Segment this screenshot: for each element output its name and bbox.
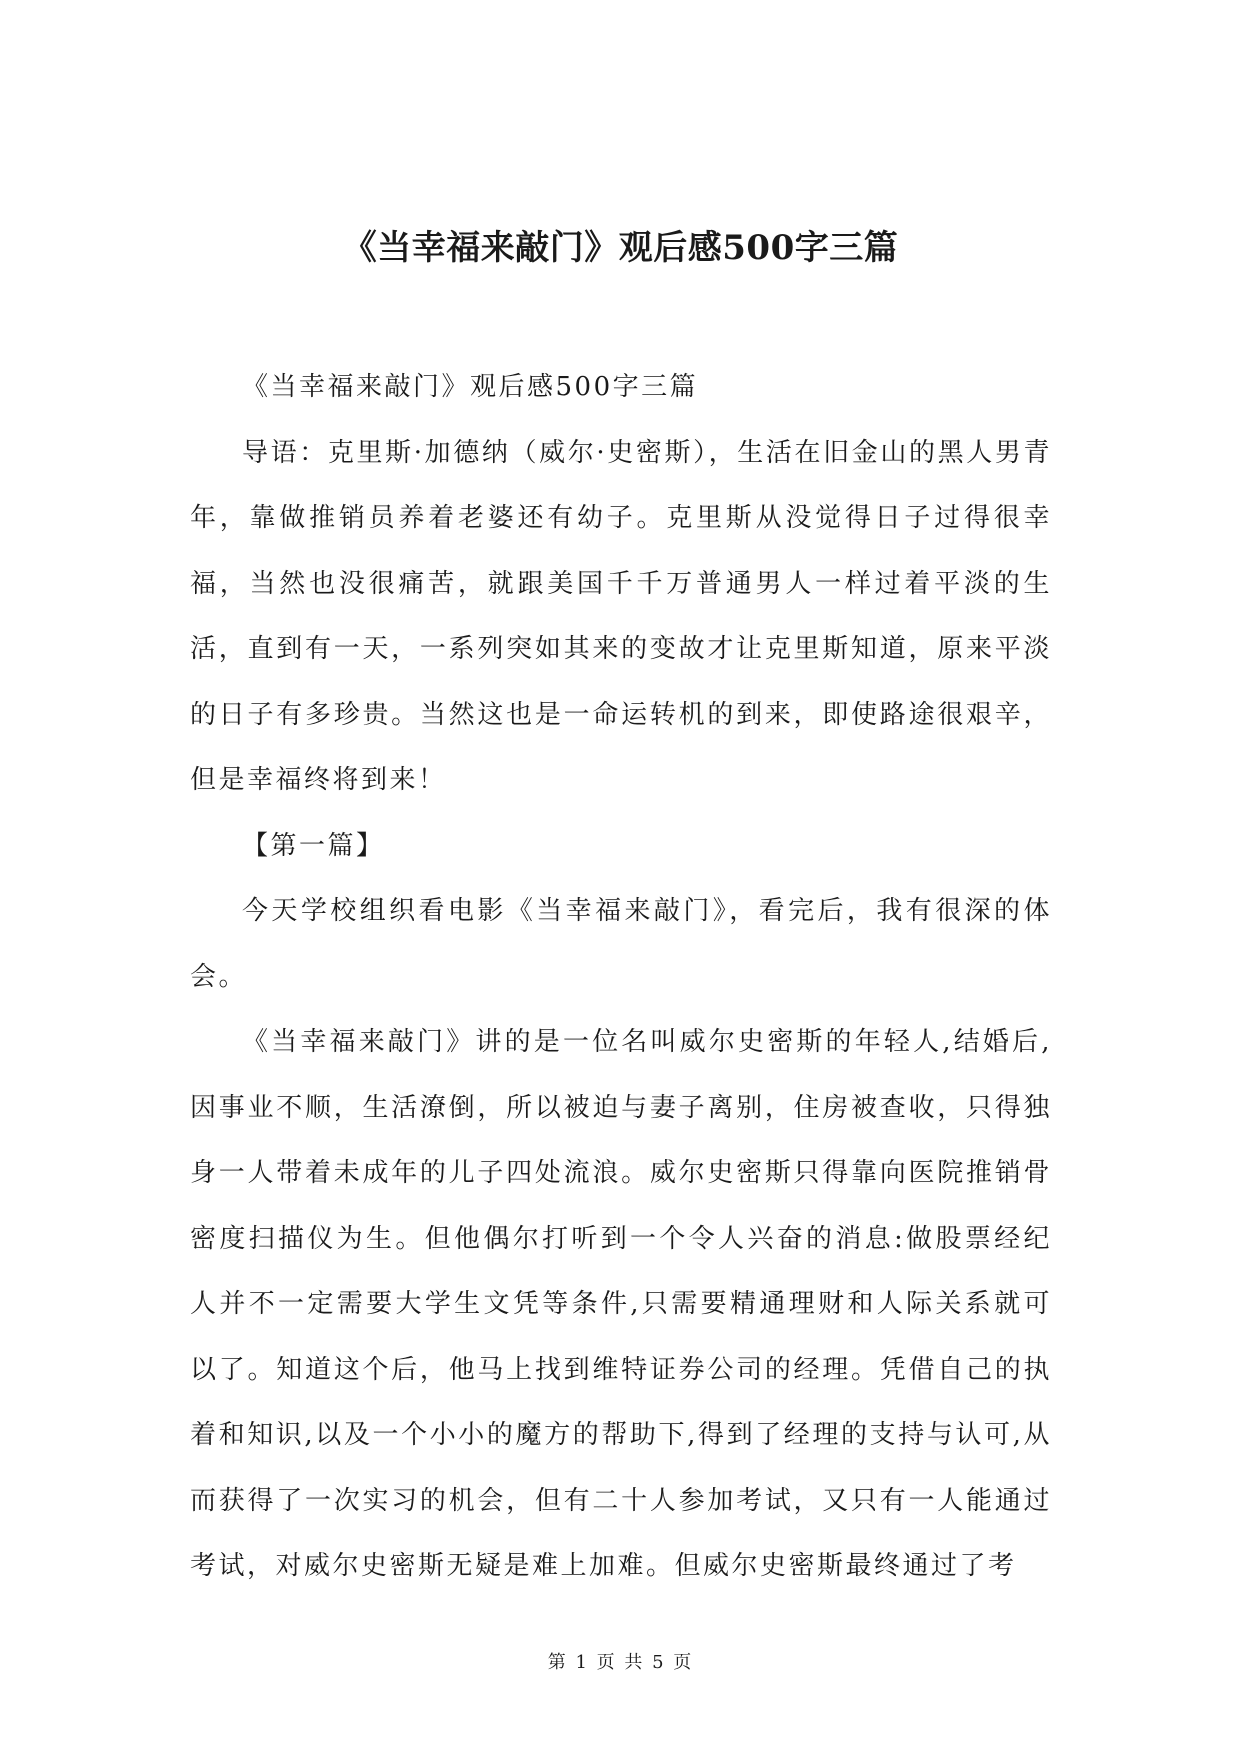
paragraph-1: 今天学校组织看电影《当幸福来敲门》，看完后，我有很深的体会。 (190, 896, 1052, 992)
document-body (190, 355, 1052, 1600)
document-title: 《当幸福来敲门》观后感500字三篇 (342, 228, 899, 268)
paragraph-intro: 导语：克里斯·加德纳（威尔·史密斯），生活在旧金山的黑人男青年，靠做推销员养着老婆还有幼子。克里斯从没觉得日子过得很幸福，当然也没很痛苦，就跟美国千千万普通男人一样过着平淡的生活，直到有一天，一系列突如其来的变故才让克里斯知道，原来平淡的日子有多珍贵。当然这也是一命运转机的到来，即使路途很艰辛，但是幸福终将到来！ (190, 437, 1052, 795)
paragraph-2: 《当幸福来敲门》讲的是一位名叫威尔史密斯的年轻人,结婚后,因事业不顺，生活潦倒，所以被迫与妻子离别，住房被查收，只得独身一人带着未成年的儿子四处流浪。威尔史密斯只得靠向医院推销骨密度扫描仪为生。但他偶尔打听到一个令人兴奋的消息:做股票经纪人并不一定需要大学生文凭等条件,只需要精通理财和人际关系就可以了。知道这个后，他马上找到维特证券公司的经理。凭借自己的执着和知识,以及一个小小的魔方的帮助下,得到了经理的支持与认可,从而获得了一次实习的机会，但有二十人参加考试，又只有一人能通过考试，对威尔史密斯无疑是难上加难。但威尔史密斯最终通过了考 (190, 1027, 1052, 1581)
paragraph-subtitle: 《当幸福来敲门》观后感500字三篇 (242, 372, 699, 402)
section-heading: 【第一篇】 (242, 830, 385, 861)
page-number-footer: 第 1 页 共 5 页 (547, 1652, 694, 1673)
